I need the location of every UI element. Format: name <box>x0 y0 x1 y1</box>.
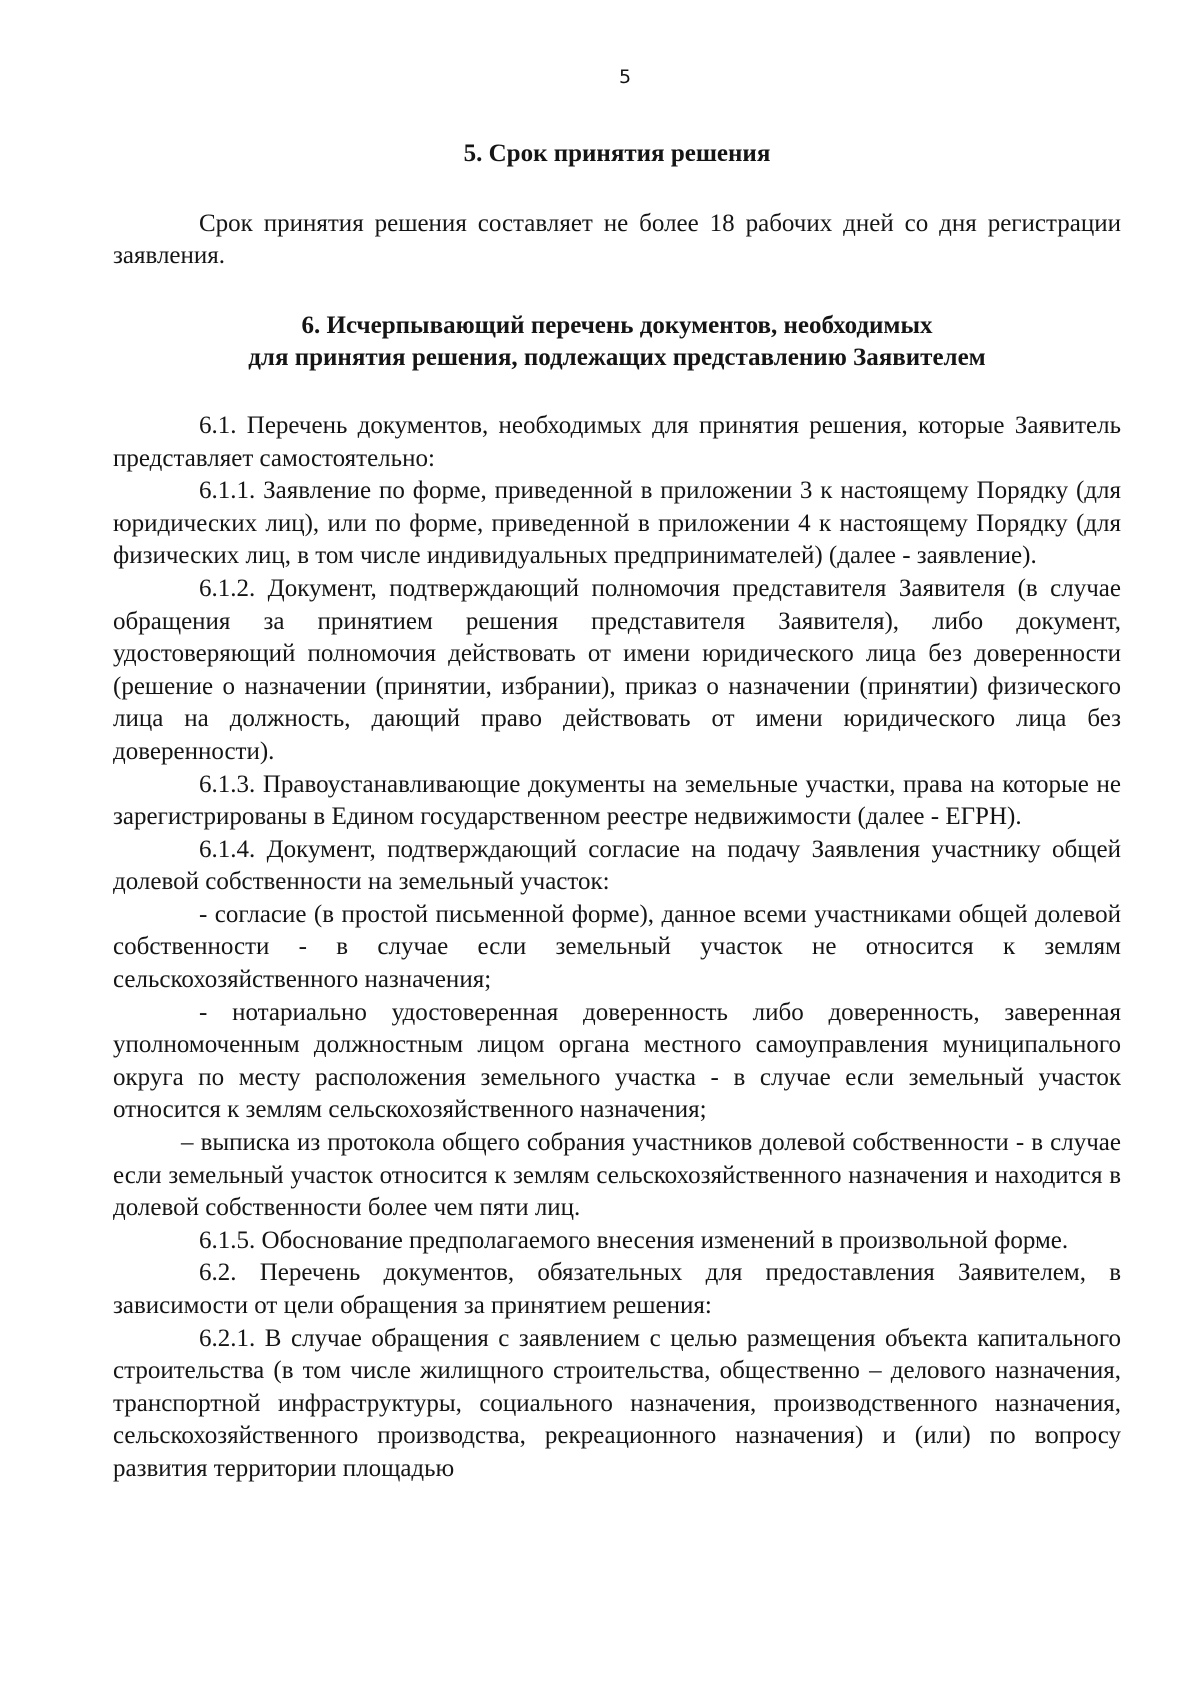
document-body <box>113 138 1121 1486</box>
paragraph-6-1: 6.1. Перечень документов, необходимых для принятия решения, которые Заявитель представляет самостоятельно: <box>113 411 1121 472</box>
paragraph-6-2-1: 6.2.1. В случае обращения с заявлением с целью размещения объекта капитального строительства (в том числе жилищного строительства, общественно – делового назначения, транспортной инфраструктуры, социального назначения, производственного назначения, сельскохозяйственного производства, рекреационного назначения) и (или) по вопросу развития территории площадью <box>113 1324 1121 1482</box>
paragraph-6-1-5: 6.1.5. Обоснование предполагаемого внесения изменений в произвольной форме. <box>199 1226 1069 1254</box>
paragraph-6-1-3: 6.1.3. Правоустанавливающие документы на земельные участки, права на которые не зарегистрированы в Едином государственном реестре недвижимости (далее - ЕГРН). <box>113 770 1121 831</box>
list-item-power-of-attorney: - нотариально удостоверенная доверенность либо доверенность, заверенная уполномоченным должностным лицом органа местного самоуправления муниципального округа по месту расположения земельного участка - в случае если земельный участок относится к землям сельскохозяйственного назначения; <box>113 998 1121 1124</box>
section-5-text: Срок принятия решения составляет не более 18 рабочих дней со дня регистрации заявления. <box>113 209 1121 270</box>
paragraph-6-2: 6.2. Перечень документов, обязательных для предоставления Заявителем, в зависимости от цели обращения за принятием решения: <box>113 1259 1121 1319</box>
section-5-heading: 5. Срок принятия решения <box>463 140 771 167</box>
paragraph-6-1-1: 6.1.1. Заявление по форме, приведенной в приложении 3 к настоящему Порядку (для юридических лиц), или по форме, приведенной в приложении 4 к настоящему Порядку (для физических лиц, в том числе индивидуальных предпринимателей) (далее - заявление). <box>113 477 1121 570</box>
section-6-heading-line2: для принятия решения, подлежащих представлению Заявителем <box>248 344 986 372</box>
list-item-consent: - согласие (в простой письменной форме), данное всеми участниками общей долевой собственности - в случае если земельный участок не относится к землям сельскохозяйственного назначения; <box>113 900 1121 994</box>
paragraph-6-1-2: 6.1.2. Документ, подтверждающий полномочия представителя Заявителя (в случае обращения за принятием решения представителя Заявителя), либо документ, удостоверяющий полномочия действовать от имени юридического лица без доверенности (решение о назначении (принятии, избрании), приказ о назначении (принятии) физического лица на должность, дающий право действовать от имени юридического лица без доверенности). <box>113 574 1121 765</box>
paragraph-6-1-4: 6.1.4. Документ, подтверждающий согласие на подачу Заявления участнику общей долевой собственности на земельный участок: <box>113 835 1121 896</box>
section-6-heading-line1: 6. Исчерпывающий перечень документов, необходимых <box>301 311 933 339</box>
list-item-meeting-extract: – выписка из протокола общего собрания участников долевой собственности - в случае если земельный участок относится к землям сельскохозяйственного назначения и находится в долевой собственности более чем пяти лиц. <box>113 1129 1121 1222</box>
page-number: 5 <box>618 66 632 88</box>
